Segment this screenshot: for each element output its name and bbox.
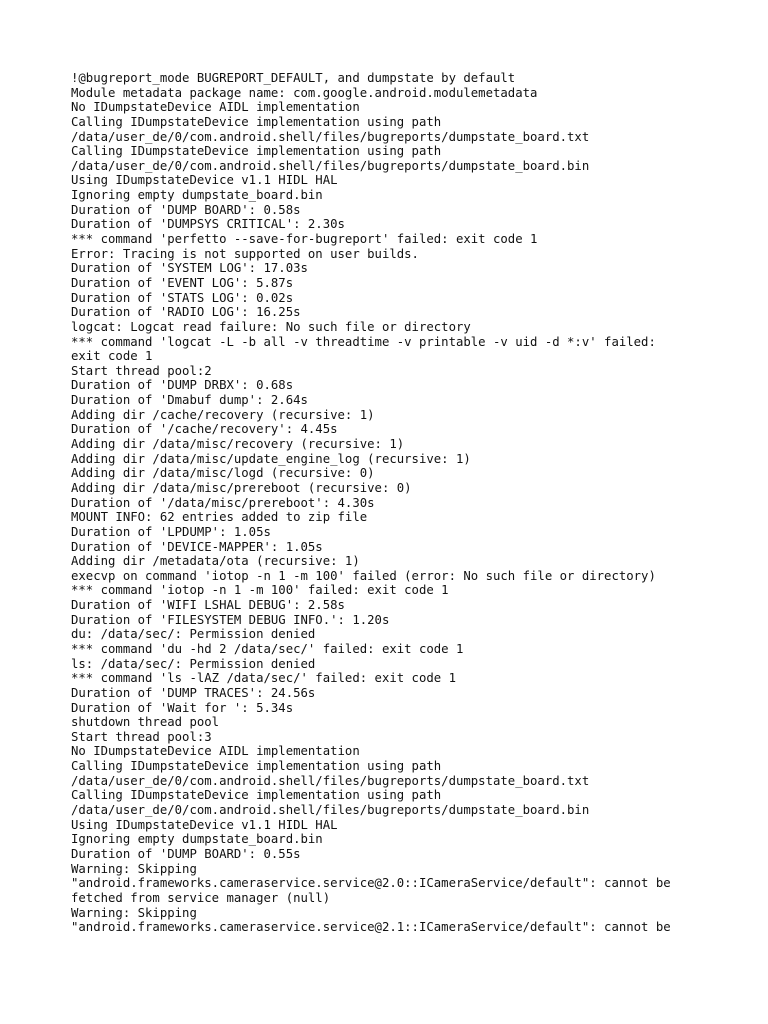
log-line: No IDumpstateDevice AIDL implementation [71,100,360,115]
log-line: Calling IDumpstateDevice implementation using path [71,759,442,774]
log-line: fetched from service manager (null) [71,890,331,905]
log-line: "android.frameworks.cameraservice.service@2.0::ICameraService/default": cannot be [71,876,671,891]
log-line: Ignoring empty dumpstate_board.bin [71,832,323,847]
log-line: Duration of 'EVENT LOG': 5.87s [71,275,294,290]
log-line: Duration of 'DUMPSYS CRITICAL': 2.30s [71,217,345,232]
log-line: Error: Tracing is not supported on user builds. [71,246,419,261]
log-line: ls: /data/sec/: Permission denied [71,656,316,671]
log-line: Adding dir /metadata/ota (recursive: 1) [71,554,360,569]
log-line: *** command 'du -hd 2 /data/sec/' failed: exit code 1 [71,641,464,656]
log-line: Adding dir /cache/recovery (recursive: 1) [71,407,375,422]
log-line: *** command 'iotop -n 1 -m 100' failed: exit code 1 [71,583,449,598]
log-line: shutdown thread pool [71,715,220,730]
log-line: /data/user_de/0/com.android.shell/files/bugreports/dumpstate_board.bin [71,158,590,173]
log-line: Adding dir /data/misc/logd (recursive: 0) [71,466,375,481]
log-line: *** command 'ls -lAZ /data/sec/' failed: exit code 1 [71,671,456,686]
log-line: Duration of 'FILESYSTEM DEBUG INFO.': 1.20s [71,612,390,627]
log-line: du: /data/sec/: Permission denied [71,627,316,642]
log-line: Duration of 'DUMP DRBX': 0.68s [71,378,294,393]
log-line: "android.frameworks.cameraservice.service@2.1::ICameraService/default": cannot be [71,920,671,935]
log-line: /data/user_de/0/com.android.shell/files/bugreports/dumpstate_board.bin [71,803,590,818]
log-line: Duration of 'DEVICE-MAPPER': 1.05s [71,539,323,554]
log-line: Duration of '/data/misc/prereboot': 4.30s [71,495,375,510]
log-line: /data/user_de/0/com.android.shell/files/bugreports/dumpstate_board.txt [71,773,590,788]
log-line: MOUNT INFO: 62 entries added to zip file [71,510,368,525]
log-line: Start thread pool:2 [71,363,212,378]
log-line: No IDumpstateDevice AIDL implementation [71,744,360,759]
log-line: logcat: Logcat read failure: No such file or directory [71,319,471,334]
log-line: Duration of 'SYSTEM LOG': 17.03s [71,261,308,276]
log-line: Start thread pool:3 [71,729,212,744]
log-line: Warning: Skipping [71,861,197,876]
log-line: execvp on command 'iotop -n 1 -m 100' failed (error: No such file or directory) [71,568,656,583]
log-line: Duration of 'DUMP TRACES': 24.56s [71,685,316,700]
log-line: /data/user_de/0/com.android.shell/files/bugreports/dumpstate_board.txt [71,129,590,144]
log-line: Calling IDumpstateDevice implementation using path [71,788,442,803]
log-line: Duration of 'Dmabuf dump': 2.64s [71,393,308,408]
log-text-body [71,71,761,935]
log-line: Ignoring empty dumpstate_board.bin [71,188,323,203]
log-line: exit code 1 [71,349,153,364]
log-line: Adding dir /data/misc/update_engine_log (recursive: 1) [71,451,471,466]
log-line: Calling IDumpstateDevice implementation using path [71,144,442,159]
log-line: Duration of 'DUMP BOARD': 0.58s [71,202,301,217]
log-line: Duration of 'DUMP BOARD': 0.55s [71,846,301,861]
log-line: *** command 'logcat -L -b all -v threadtime -v printable -v uid -d *:v' failed: [71,334,656,349]
log-line: !@bugreport_mode BUGREPORT_DEFAULT, and dumpstate by default [71,71,516,85]
log-line: Duration of 'STATS LOG': 0.02s [71,290,294,305]
log-line: Calling IDumpstateDevice implementation using path [71,114,442,129]
log-line: Warning: Skipping [71,905,197,920]
log-line: Module metadata package name: com.google.android.modulemetadata [71,85,538,100]
log-line: Adding dir /data/misc/prereboot (recursive: 0) [71,480,412,495]
log-line: Duration of 'WIFI LSHAL DEBUG': 2.58s [71,598,345,613]
log-line: Duration of 'LPDUMP': 1.05s [71,524,271,539]
log-line: Duration of 'RADIO LOG': 16.25s [71,305,301,320]
log-line: Duration of '/cache/recovery': 4.45s [71,422,338,437]
log-line: Using IDumpstateDevice v1.1 HIDL HAL [71,173,338,188]
log-line: *** command 'perfetto --save-for-bugreport' failed: exit code 1 [71,232,538,247]
log-line: Adding dir /data/misc/recovery (recursive: 1) [71,437,405,452]
log-line: Using IDumpstateDevice v1.1 HIDL HAL [71,817,338,832]
log-line: Duration of 'Wait for ': 5.34s [71,700,294,715]
